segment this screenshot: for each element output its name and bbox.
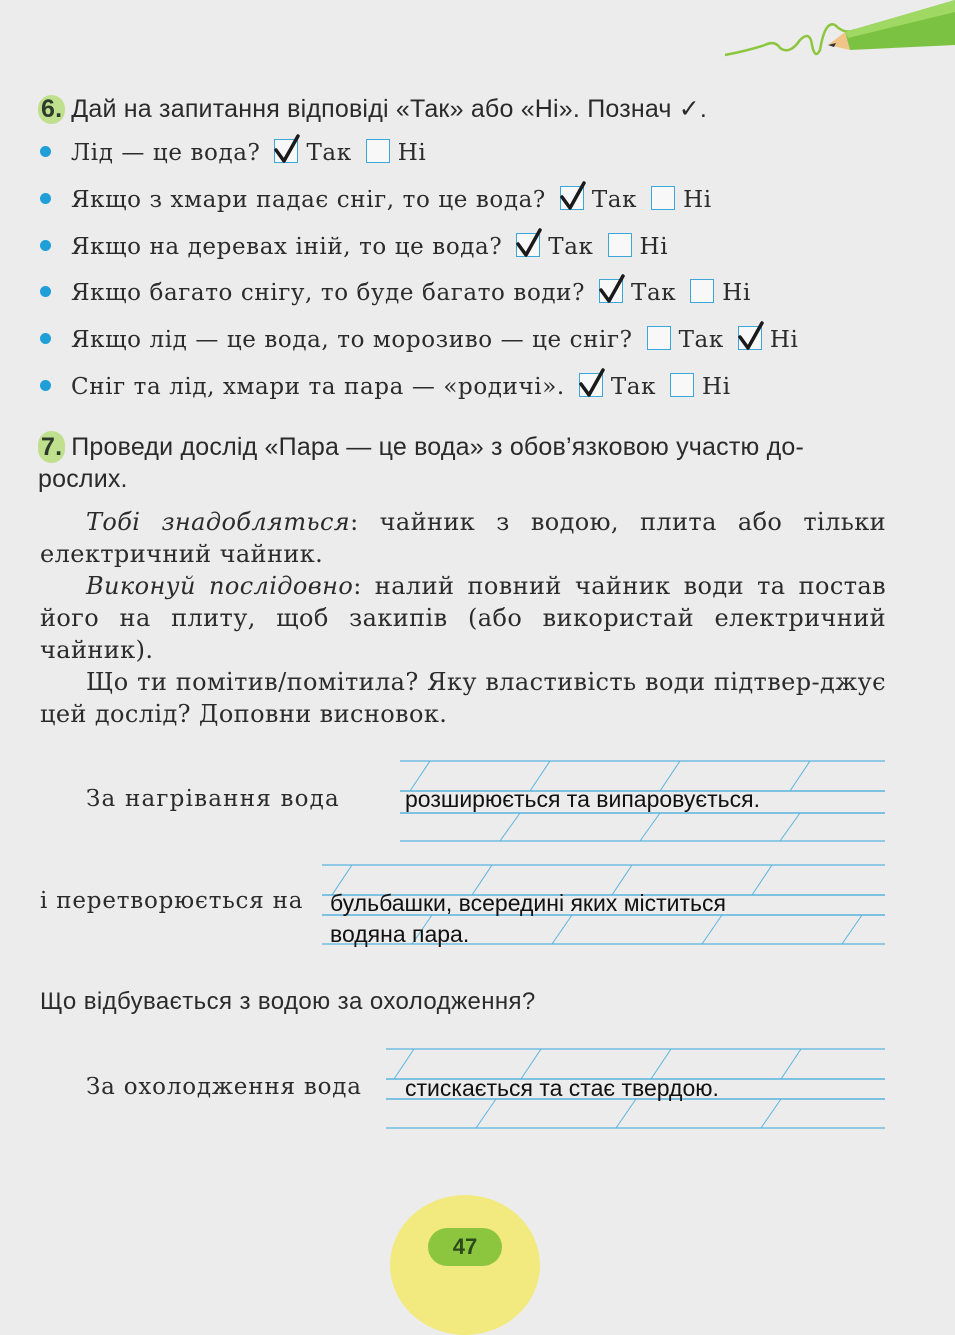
- yes-checkbox[interactable]: [647, 326, 671, 350]
- yes-label: Так: [591, 187, 638, 213]
- need-text: : чайник з водою, плита або тільки електричний чайник.: [40, 508, 886, 568]
- question-row: [40, 374, 731, 400]
- bullet-icon: [40, 286, 51, 297]
- checkmark-icon: [515, 228, 543, 258]
- checkmark-icon: [598, 274, 626, 304]
- no-label: Ні: [702, 374, 731, 400]
- task7-instruction-line1: Проведи дослід «Пара — це вода» з обов’язковою участю до-: [71, 433, 804, 461]
- checkmark-icon: [578, 368, 606, 398]
- question-text: Якщо багато снігу, то буде багато води?: [71, 280, 586, 306]
- yes-checkbox[interactable]: [579, 373, 603, 397]
- turns-answer-line1[interactable]: бульбашки, всередині яких міститься: [330, 890, 726, 916]
- question-text: Якщо лід — це вода, то морозиво — це сніг?: [71, 327, 633, 353]
- no-checkbox[interactable]: [608, 233, 632, 257]
- no-checkbox[interactable]: [366, 139, 390, 163]
- checkmark-icon: [559, 181, 587, 211]
- bullet-icon: [40, 146, 51, 157]
- yes-checkbox[interactable]: [274, 139, 298, 163]
- task6-number: 6.: [38, 95, 65, 124]
- yes-checkbox[interactable]: [599, 279, 623, 303]
- turns-answer-line2[interactable]: водяна пара.: [330, 921, 470, 947]
- no-label: Ні: [769, 327, 799, 353]
- cool-answer[interactable]: стискається та стає твердою.: [405, 1075, 719, 1101]
- question-text: Лід — це вода?: [71, 140, 261, 166]
- yes-checkbox[interactable]: [560, 186, 584, 210]
- no-checkbox[interactable]: [651, 186, 675, 210]
- task6-instruction: Дай на запитання відповіді «Так» або «Ні». Познач ✓.: [71, 95, 708, 123]
- need-label: Тобі знадобляться: [86, 508, 351, 536]
- yes-label: Так: [306, 140, 352, 166]
- question-text: Якщо з хмари падає сніг, то це вода?: [71, 187, 546, 213]
- heat-answer[interactable]: розширюється та випаровується.: [405, 786, 760, 812]
- checkmark-icon: [737, 321, 765, 351]
- no-label: Ні: [639, 234, 669, 260]
- no-label: Ні: [722, 280, 751, 306]
- no-checkbox[interactable]: [690, 279, 714, 303]
- question-row: [40, 140, 426, 166]
- task7-question-paragraph: [40, 666, 886, 730]
- bullet-icon: [40, 193, 51, 204]
- question-text: Що ти помітив/помітила? Яку властивість води підтвер-джує цей дослід? Доповни висновок.: [40, 668, 886, 728]
- page-number: 47: [428, 1228, 502, 1266]
- question-row: [40, 280, 751, 306]
- cool-question: Що відбувається з водою за охолодження?: [40, 988, 536, 1015]
- question-text: Сніг та лід, хмари та пара — «родичі».: [71, 374, 565, 400]
- checkmark-icon: [273, 134, 301, 164]
- yes-label: Так: [678, 327, 724, 353]
- question-text: Якщо на деревах іній, то це вода?: [71, 234, 503, 260]
- bullet-icon: [40, 240, 51, 251]
- cool-label: За охолодження вода: [86, 1074, 362, 1100]
- heat-label: За нагрівання вода: [86, 786, 340, 812]
- task7-instruction-line2: рослих.: [38, 465, 128, 493]
- pencil-illustration: [720, 0, 955, 85]
- yes-label: Так: [631, 280, 677, 306]
- do-label: Виконуй послідовно: [86, 572, 354, 600]
- task7-heading: [38, 431, 888, 495]
- task6-heading: [38, 94, 707, 124]
- task7-do-paragraph: [40, 570, 886, 666]
- no-checkbox[interactable]: [670, 373, 694, 397]
- no-label: Ні: [683, 187, 712, 213]
- do-text: : налий повний чайник води та постав його на плиту, щоб закипів (або використай електричний чайник).: [40, 572, 886, 664]
- bullet-icon: [40, 380, 51, 391]
- task7-number: 7.: [38, 431, 65, 463]
- yes-label: Так: [548, 234, 594, 260]
- question-row: [40, 327, 798, 353]
- yes-checkbox[interactable]: [516, 233, 540, 257]
- no-checkbox[interactable]: [738, 326, 762, 350]
- turns-label: і перетворюється на: [40, 888, 304, 914]
- question-row: [40, 187, 712, 213]
- yes-label: Так: [610, 374, 657, 400]
- question-row: [40, 234, 668, 260]
- task7-need-paragraph: [40, 506, 886, 570]
- bullet-icon: [40, 333, 51, 344]
- no-label: Ні: [397, 140, 427, 166]
